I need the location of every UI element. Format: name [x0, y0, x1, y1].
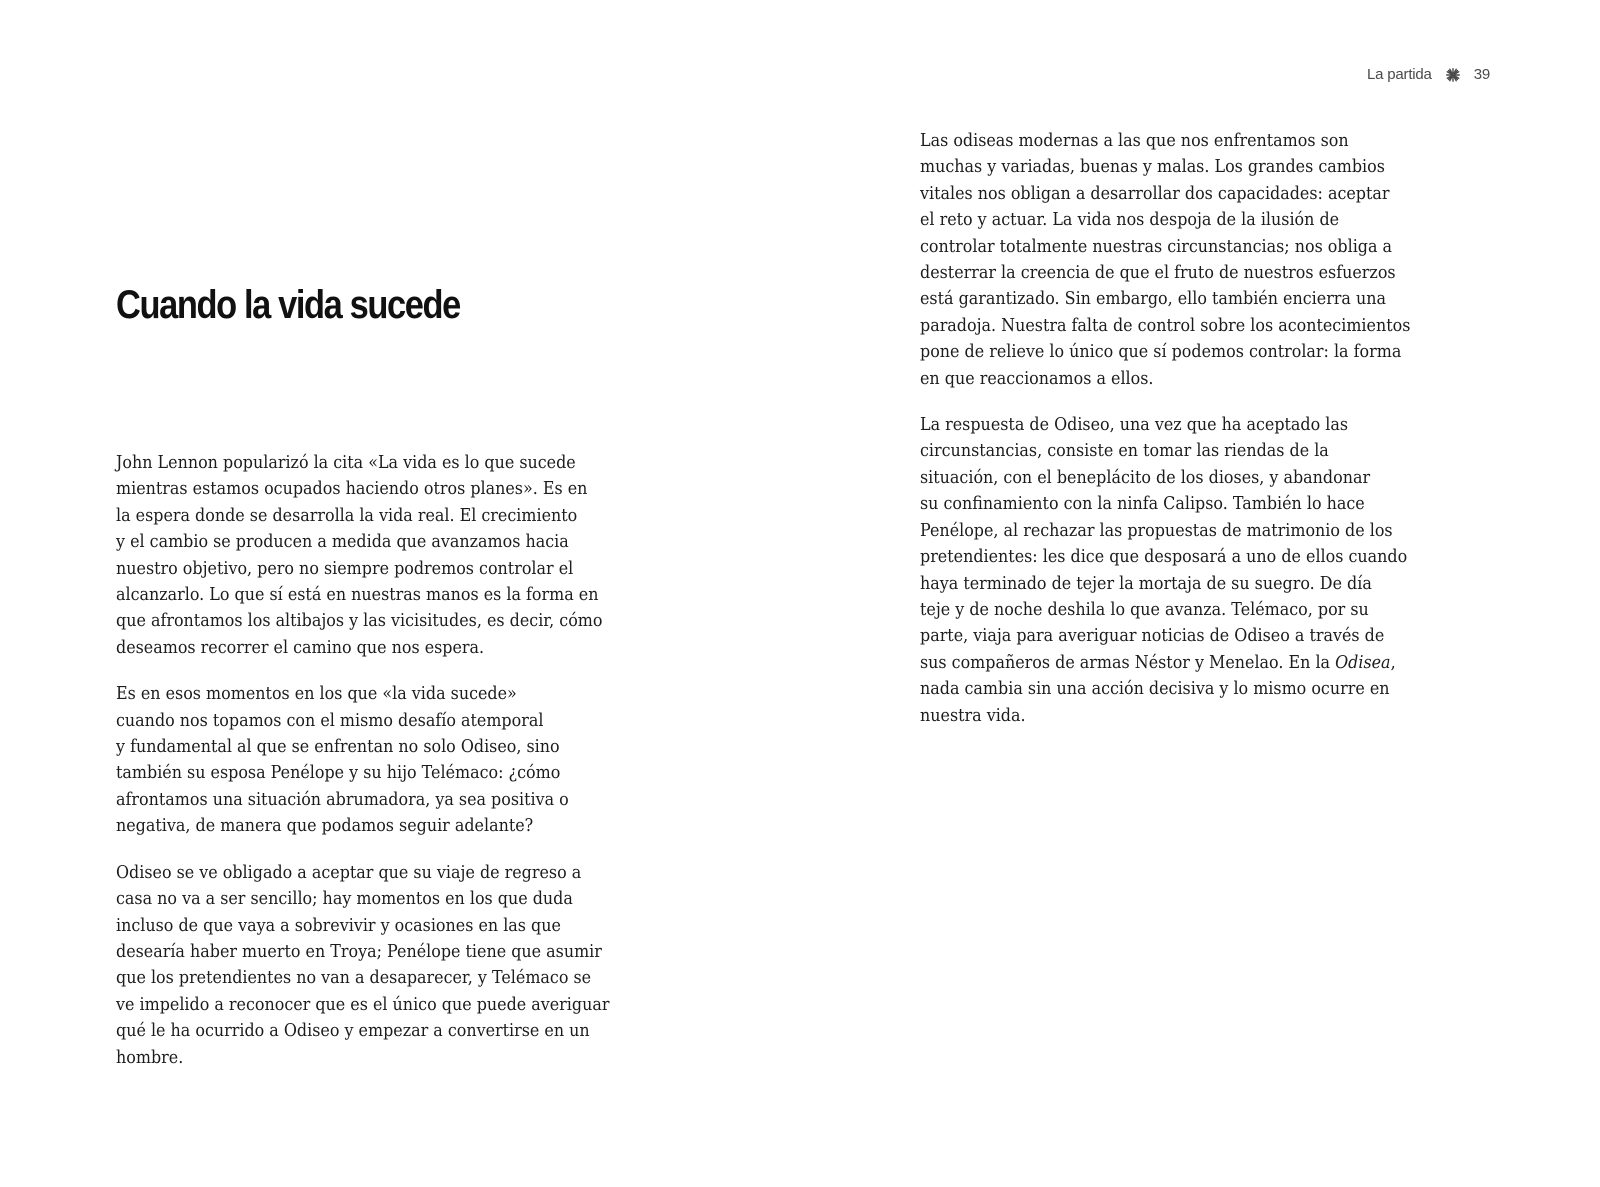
- text-line: la espera donde se desarrolla la vida real. El crecimiento: [116, 504, 578, 526]
- text-line: circunstancias, consiste en tomar las riendas de la: [920, 440, 1329, 462]
- text-line: en que reaccionamos a ellos.: [920, 367, 1154, 389]
- text-line: Las odiseas modernas a las que nos enfrentamos son: [920, 130, 1349, 151]
- right-body-text: [920, 128, 1474, 749]
- text-line: nuestro objetivo, pero no siempre podremos controlar el: [116, 557, 574, 579]
- text-line: Penélope, al rechazar las propuestas de matrimonio de los: [920, 519, 1393, 541]
- text-line: mientras estamos ocupados haciendo otros planes». Es en: [116, 478, 588, 500]
- text-line: pretendientes: les dice que desposará a uno de ellos cuando: [920, 546, 1408, 568]
- text-line: nuestra vida.: [920, 704, 1026, 726]
- paragraph-respuesta-odiseo: [920, 412, 1474, 729]
- text-line: afrontamos una situación abrumadora, ya sea positiva o: [116, 788, 569, 810]
- text-line: situación, con el beneplácito de los dioses, y abandonar: [920, 466, 1371, 488]
- text-line: alcanzarlo. Lo que sí está en nuestras manos es la forma en: [116, 584, 599, 606]
- text-line: el reto y actuar. La vida nos despoja de la ilusión de: [920, 209, 1340, 231]
- text-line: desterrar la creencia de que el fruto de nuestros esfuerzos: [920, 262, 1396, 284]
- asterisk-star-icon: [1446, 68, 1460, 82]
- text-line: parte, viaja para averiguar noticias de Odiseo a través de: [920, 625, 1385, 647]
- text-line: deseamos recorrer el camino que nos espera.: [116, 636, 485, 658]
- text-line: cuando nos topamos con el mismo desafío atemporal: [116, 709, 544, 731]
- text-line: John Lennon popularizó la cita «La vida es lo que sucede: [116, 452, 576, 473]
- text-line: está garantizado. Sin embargo, ello también encierra una: [920, 288, 1387, 310]
- italic-title-odisea: Odisea: [1335, 651, 1391, 673]
- paragraph-lennon: [116, 450, 674, 661]
- running-head-section: La partida: [1366, 66, 1432, 83]
- text-segment: ,: [1390, 651, 1396, 673]
- text-line: incluso de que vaya a sobrevivir y ocasiones en las que: [116, 914, 561, 936]
- text-line: Odiseo se ve obligado a aceptar que su viaje de regreso a: [116, 861, 582, 883]
- text-line: controlar totalmente nuestras circunstancias; nos obliga a: [920, 235, 1393, 257]
- right-page: [800, 0, 1600, 1187]
- text-line: y fundamental al que se enfrentan no solo Odiseo, sino: [116, 736, 560, 758]
- running-head: [1367, 66, 1490, 83]
- text-line: teje y de noche deshila lo que avanza. Telémaco, por su: [920, 598, 1369, 620]
- text-line: hombre.: [116, 1046, 184, 1068]
- text-line-with-italic: [920, 650, 1410, 676]
- text-line: nada cambia sin una acción decisiva y lo mismo ocurre en: [920, 678, 1390, 700]
- text-line: que los pretendientes no van a desaparecer, y Telémaco se: [116, 967, 592, 989]
- text-line: que afrontamos los altibajos y las vicisitudes, es decir, cómo: [116, 610, 603, 632]
- page-number: 39: [1473, 66, 1490, 83]
- text-line: muchas y variadas, buenas y malas. Los grandes cambios: [920, 156, 1385, 178]
- text-line: vitales nos obligan a desarrollar dos capacidades: aceptar: [920, 182, 1390, 204]
- left-body-text: [116, 450, 674, 1091]
- paragraph-vida-sucede: [116, 681, 674, 839]
- text-line: y el cambio se producen a medida que avanzamos hacia: [116, 531, 569, 553]
- text-line: ve impelido a reconocer que es el único que puede averiguar: [116, 993, 610, 1015]
- chapter-title: Cuando la vida sucede: [116, 283, 460, 327]
- text-line: Es en esos momentos en los que «la vida sucede»: [116, 683, 517, 705]
- paragraph-odiseo-obligado: [116, 860, 674, 1071]
- text-line: negativa, de manera que podamos seguir adelante?: [116, 815, 534, 837]
- text-line: La respuesta de Odiseo, una vez que ha aceptado las: [920, 414, 1349, 436]
- text-segment: sus compañeros de armas Néstor y Menelao. En la: [920, 651, 1336, 673]
- text-line: desearía haber muerto en Troya; Penélope tiene que asumir: [116, 940, 602, 962]
- text-line: paradoja. Nuestra falta de control sobre los acontecimientos: [920, 314, 1411, 336]
- text-line: también su esposa Penélope y su hijo Telémaco: ¿cómo: [116, 762, 561, 784]
- text-line: su confinamiento con la ninfa Calipso. También lo hace: [920, 493, 1365, 515]
- paragraph-odiseas-modernas: [920, 128, 1474, 392]
- text-line: qué le ha ocurrido a Odiseo y empezar a convertirse en un: [116, 1020, 590, 1042]
- text-line: casa no va a ser sencillo; hay momentos en los que duda: [116, 888, 573, 910]
- text-line: pone de relieve lo único que sí podemos controlar: la forma: [920, 341, 1402, 363]
- text-line: haya terminado de tejer la mortaja de su suegro. De día: [920, 572, 1372, 594]
